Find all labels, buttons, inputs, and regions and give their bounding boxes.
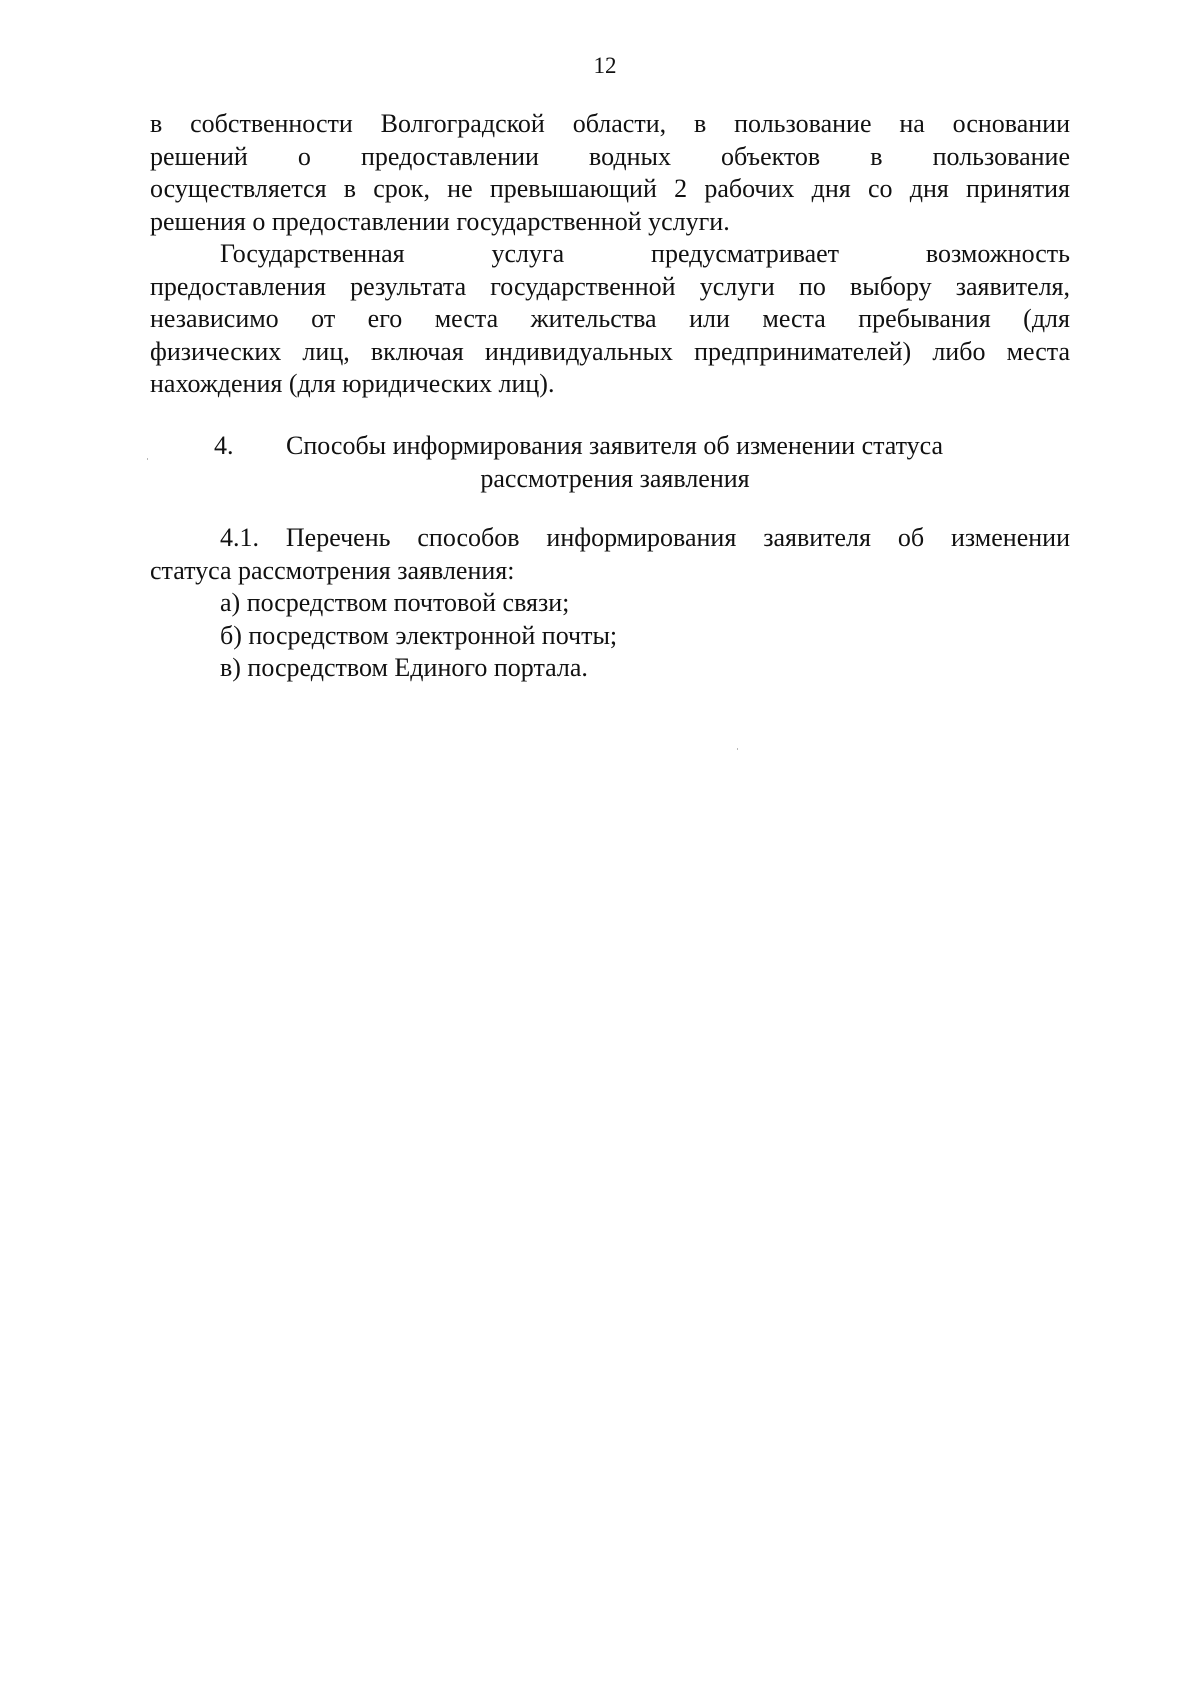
list-item: в) посредством Единого портала.	[220, 653, 588, 682]
section-title-line-1: Способы информирования заявителя об изменении статуса	[286, 431, 944, 460]
text-line: 4.1. Перечень способов информирования заявителя об изменении	[220, 523, 1070, 552]
notification-methods-list	[220, 587, 617, 685]
text-line: в собственности Волгоградской области, в пользование на основании	[150, 109, 1070, 138]
page-number: 12	[593, 53, 617, 78]
text-line: осуществляется в срок, не превышающий 2 рабочих дня со дня принятия	[150, 174, 1070, 203]
paragraph-water-objects	[150, 108, 1070, 238]
text-line: независимо от его места жительства или места пребывания (для	[150, 304, 1070, 333]
list-item: б) посредством электронной почты;	[220, 620, 618, 650]
list-item: а) посредством почтовой связи;	[220, 588, 570, 617]
scan-speck	[147, 458, 148, 460]
paragraph-notification-methods	[150, 522, 1070, 587]
section-heading	[150, 430, 1070, 495]
text-line: предоставления результата государственной услуги по выбору заявителя,	[150, 271, 1070, 301]
text-line: решения о предоставлении государственной услуги.	[150, 206, 730, 236]
text-line: нахождения (для юридических лиц).	[150, 369, 555, 398]
section-title-line-2: рассмотрения заявления	[480, 463, 750, 493]
paragraph-service-result	[150, 238, 1070, 401]
text-line: решений о предоставлении водных объектов в пользование	[150, 141, 1070, 171]
scan-speck	[737, 748, 738, 750]
text-line: Государственная услуга предусматривает возможность	[220, 239, 1070, 268]
text-line: статуса рассмотрения заявления:	[150, 555, 515, 585]
text-line: физических лиц, включая индивидуальных предпринимателей) либо места	[150, 336, 1070, 366]
section-number: 4.	[214, 431, 234, 460]
